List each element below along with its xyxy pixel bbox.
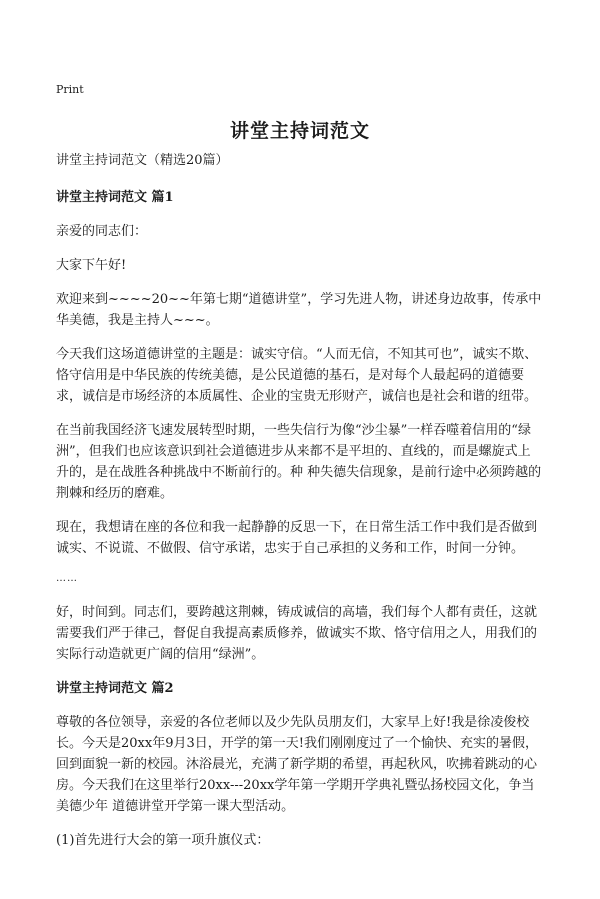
section-1-paragraph: 在当前我国经济飞速发展转型时期，一些失信行为像“沙尘暴”一样吞噬着信用的“绿洲”，但我们也应该意识到社会道德进步从来都不是平坦的、直线的，而是螺旋式上升的，是在战胜各种挑战中不断前行的。种 种失德失信现象，是前行途中必须跨越的荆棘和经历的磨难。 [56, 423, 542, 501]
section-2-paragraph: 尊敬的各位领导，亲爱的各位老师以及少先队员朋友们，大家早上好!我是徐凌俊校长。今天是20xx年9月3日，开学的第一天!我们刚刚度过了一个愉快、充实的暑假，回到面貌一新的校园。沐浴晨光，充满了新学期的希望，再起秋风，吹拂着跳动的心房。今天我们在这里举行20xx---20xx学年第一学期开学典礼暨弘扬校园文化，争当美德少年 道德讲堂开学第一课大型活动。 [56, 715, 538, 814]
section-1-ellipsis: …… [56, 573, 78, 584]
section-1-greeting: 亲爱的同志们： [56, 224, 148, 239]
document-body [56, 150, 542, 864]
section-1-heading: 讲堂主持词范文 篇1 [56, 190, 174, 205]
section-1-salutation: 大家下午好! [56, 258, 127, 273]
section-2-heading: 讲堂主持词范文 篇2 [56, 681, 174, 696]
section-1-paragraph: 好，时间到。同志们，要跨越这荆棘，铸成诚信的高墙，我们每个人都有责任，这就需要我们严于律己，督促自我提高素质修养，做诚实不欺、恪守信用之人，用我们的实际行动造就更广阔的信用“绿洲”。 [56, 605, 538, 662]
section-1-paragraph: 现在，我想请在座的各位和我一起静静的反思一下，在日常生活工作中我们是否做到诚实、不说谎、不做假、信守承诺，忠实于自己承担的义务和工作，时间一分钟。 [56, 520, 538, 556]
section-2 [56, 678, 542, 851]
page-title: 讲堂主持词范文 [229, 120, 370, 142]
section-2-paragraph: (1)首先进行大会的第一项升旗仪式： [56, 833, 270, 848]
section-1 [56, 187, 542, 665]
section-1-paragraph: 欢迎来到~~~~20~~年第七期“道德讲堂”，学习先进人物，讲述身边故事，传承中华美德，我是主持人~~~。 [56, 292, 542, 328]
document-subtitle: 讲堂主持词范文（精选20篇） [56, 153, 229, 168]
print-label: Print [56, 83, 84, 96]
section-1-paragraph: 今天我们这场道德讲堂的主题是：诚实守信。“人而无信，不知其可也”，诚实不欺、恪守信用是中华民族的传统美德，是公民道德的基石，是对每个人最起码的道德要求，诚信是市场经济的本质属性、企业的宝贵无形财产，诚信也是社会和谐的纽带。 [56, 347, 538, 404]
